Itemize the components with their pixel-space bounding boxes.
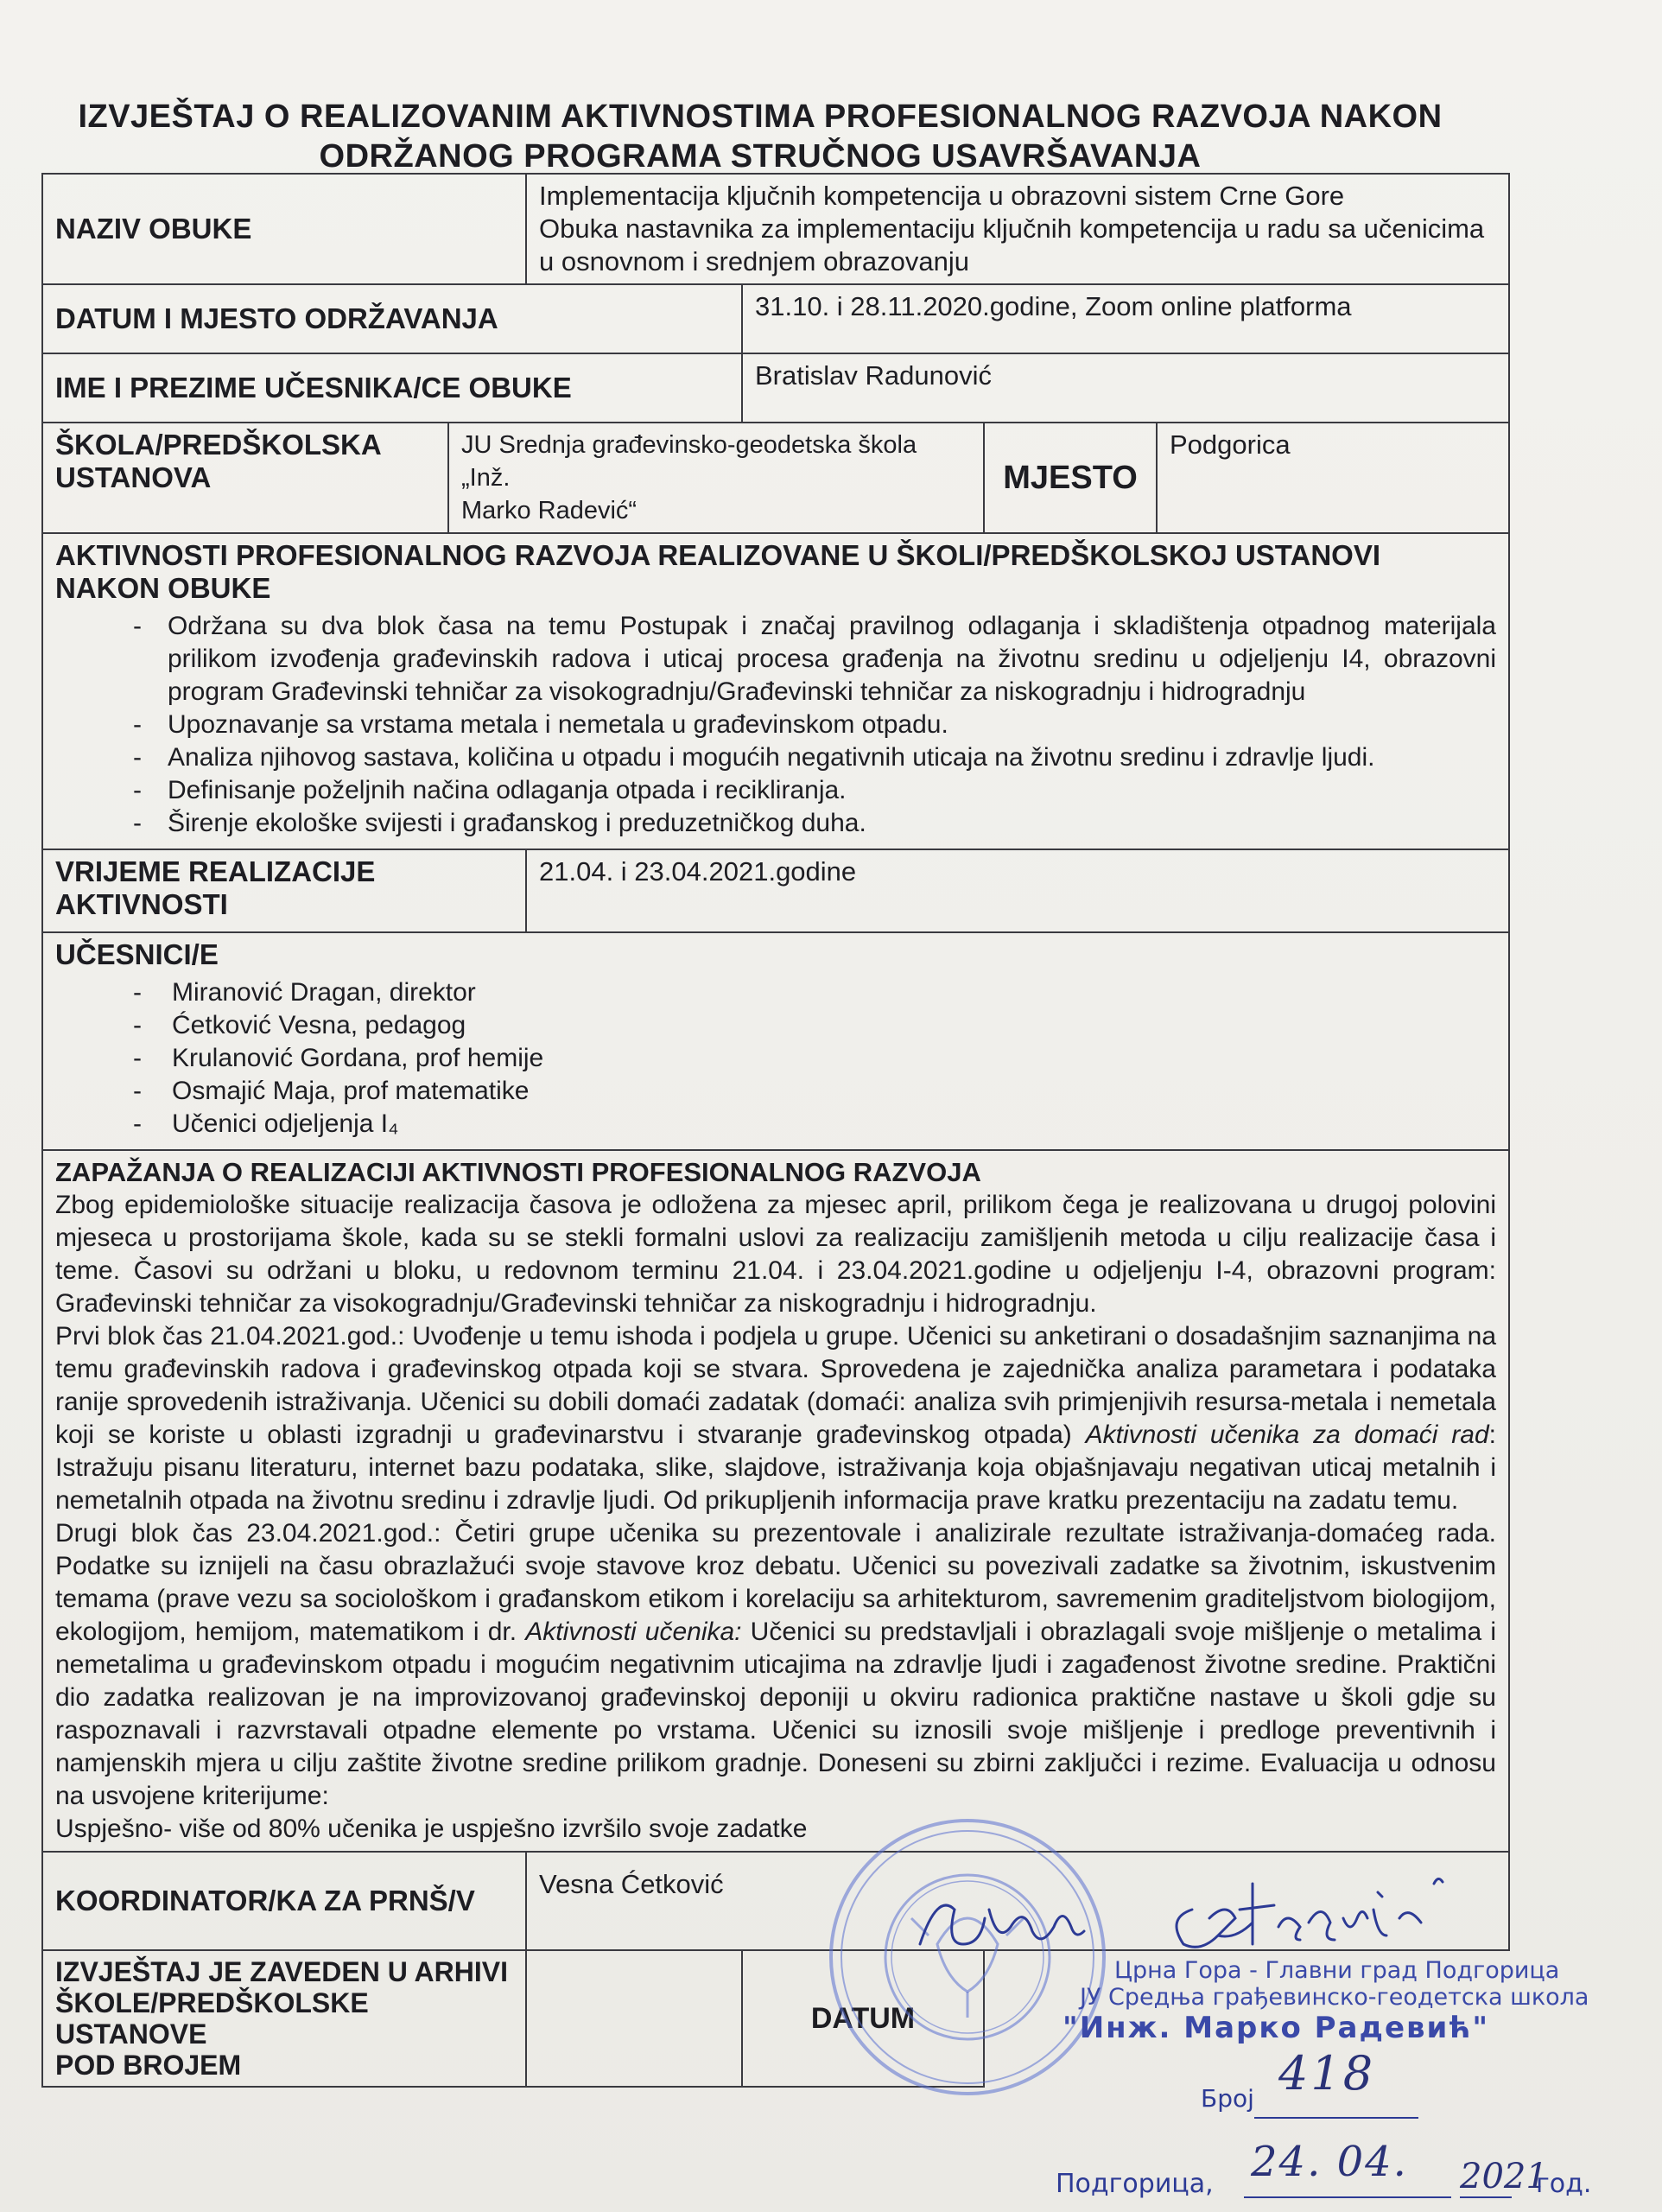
stamp-line-2: ЈУ Средња грађевинско-геодетска школа	[1080, 1984, 1589, 2011]
row-training	[42, 174, 1509, 284]
archive-date-label: DATUM	[742, 1950, 984, 2087]
number-value: 418	[1278, 2046, 1376, 2101]
school-stamp-text	[1054, 1957, 1607, 2045]
document-title	[60, 97, 1460, 176]
year-underline	[1460, 2196, 1512, 2198]
list-item: - Krulanović Gordana, prof hemije	[55, 1042, 1496, 1075]
training-label: NAZIV OBUKE	[42, 174, 526, 284]
participants-cell	[42, 932, 1509, 1150]
coordinator-value: Vesna Ćetković	[526, 1852, 1509, 1950]
school-value: JU Srednja građevinsko-geodetska škola „Inž. Marko Radević“	[448, 423, 984, 533]
archive-number-value	[526, 1950, 742, 2087]
row-participants	[42, 932, 1509, 1150]
list-item: - Upoznavanje sa vrstama metala i nemetala u građevinskom otpadu.	[55, 709, 1496, 741]
participants-list	[55, 976, 1496, 1141]
list-item: - Definisanje poželjnih načina odlaganja otpada i recikliranja.	[55, 774, 1496, 807]
participants-heading: UČESNICI/E	[55, 938, 219, 970]
place-label: MJESTO	[984, 423, 1157, 533]
signature-initials-icon	[903, 1875, 1119, 1970]
list-item: - Ćetković Vesna, pedagog	[55, 1009, 1496, 1042]
activities-cell	[42, 533, 1509, 849]
list-item: - Analiza njihovog sastava, količina u otpadu i mogućih negativnih uticaja na životnu sredinu i zdravlje ljudi.	[55, 741, 1496, 774]
list-item: - Širenje ekološke svijesti i građanskog i preduzetničkog duha.	[55, 807, 1496, 840]
observations-paragraph-4: Uspješno- više od 80% učenika je uspješno izvršilo svoje zadatke	[55, 1815, 808, 1843]
row-activities	[42, 533, 1509, 849]
list-item: - Osmajić Maja, prof matematike	[55, 1075, 1496, 1108]
row-date-place	[42, 284, 1509, 353]
date-place-value: 31.10. i 28.11.2020.godine, Zoom online platforma	[742, 284, 1509, 353]
year-suffix: год.	[1536, 2169, 1592, 2199]
stamp-line-1: Црна Гора - Главни град Подгорица	[1114, 1957, 1560, 1984]
participant-label: IME I PREZIME UČESNIKA/CE OBUKE	[42, 353, 742, 423]
place-value: Podgorica	[1157, 423, 1509, 533]
report-form	[41, 173, 1510, 2088]
list-item: - Održana su dva blok časa na temu Postupak i značaj pravilnog odlaganja i skladištenja otpadnog materijala prilikom izvođenja građevinskih radova i uticaj procesa građenja na životnu sredinu u odjeljenju I4, obrazovni program Građevinski tehničar za visokogradnju/Građevinski tehničar za niskogradnju i hidrogradnju	[55, 610, 1496, 709]
stamp-year-value: 2021	[1460, 2157, 1548, 2196]
title-line-1: IZVJEŠTAJ O REALIZOVANIM AKTIVNOSTIMA PROFESIONALNOG RAZVOJA NAKON	[78, 99, 1443, 135]
date-underline	[1244, 2196, 1451, 2198]
row-realization-time	[42, 849, 1509, 932]
row-participant	[42, 353, 1509, 423]
date-place-label: DATUM I MJESTO ODRŽAVANJA	[42, 284, 742, 353]
coordinator-label: KOORDINATOR/KA ZA PRNŠ/V	[42, 1852, 526, 1950]
observations-paragraph-3: Drugi blok čas 23.04.2021.god.: Četiri grupe učenika su prezentovale i analizirale rezultate istraživanja-domaćeg rada. Podatke su iznijeli na času obrazlažući svoje stavove kroz debatu. Učenici su povezivali zadatke sa životnim, iskustvenim temama (prave vezu sa sociološkom i građanskom etikom i korelaciju sa arhitekturom, savremenim graditeljstvom biologijom, ekologijom, hemijom, matematikom i dr. Aktivnosti učenika: Učenici su predstavljali i obrazlagali svoje mišljenje o metalima i nemetalima u građevinskom otpadu i mogućim negativnim uticajima na zdravlje ljudi i zagađenost životne sredine. Praktični dio zadatka realizovan je na improvizovanoj građevinskoj deponiji u okviru radionica praktične nastave u školi gdje su raspoznavali i razvrstavali otpadne elemente po vrstama. Učenici su iznosili svoje mišljenje i predloge preventivnih i namjenskih mjera u cilju zaštite životne sredine prilikom gradnje. Doneseni su zbirni zaključci i rezime. Evaluacija u odnosu na usvojene kriterijume:	[55, 1519, 1496, 1810]
list-item: - Miranović Dragan, direktor	[55, 976, 1496, 1009]
observations-heading: ZAPAŽANJA O REALIZACIJI AKTIVNOSTI PROFESIONALNOG RAZVOJA	[55, 1157, 981, 1187]
participant-value: Bratislav Radunović	[742, 353, 1509, 423]
realization-value: 21.04. i 23.04.2021.godine	[526, 849, 1509, 932]
activities-heading: AKTIVNOSTI PROFESIONALNOG RAZVOJA REALIZOVANE U ŠKOLI/PREDŠKOLSKOJ USTANOVI NAKON OBUKE	[55, 539, 1381, 604]
stamp-line-3: "Инж. Марко Радевић"	[1063, 2011, 1490, 2045]
row-school	[42, 423, 1509, 533]
stamp-date-value: 24. 04.	[1251, 2138, 1408, 2186]
list-item: - Učenici odjeljenja I₄	[55, 1108, 1496, 1141]
number-underline	[1254, 2117, 1418, 2119]
activities-list	[55, 610, 1496, 840]
training-value: Implementacija ključnih kompetencija u obrazovni sistem Crne Gore Obuka nastavnika za implementaciju ključnih kompetencija u radu sa učenicima u osnovnom i srednjem obrazovanju	[526, 174, 1509, 284]
number-label: Број	[1201, 2084, 1254, 2113]
title-line-2: ODRŽANOG PROGRAMA STRUČNOG USAVRŠAVANJA	[319, 138, 1202, 175]
observations-paragraph-2: Prvi blok čas 21.04.2021.god.: Uvođenje u temu ishoda i podjela u grupe. Učenici su anketirani o dosadašnjim saznanjima na temu građevinskih radova i građevinskog otpada koji se stvara. Sprovedena je zajednička analiza parametara i podataka ranije sprovedenih istraživanja. Učenici su dobili domaći zadatak (domaći: analiza svih primjenjivih resursa-metala i nemetala koji se koriste u oblasti izgradnji u građevinarstvu i stvaranje građevinskog otpada) Aktivnosti učenika za domaći rad: Istražuju pisanu literaturu, internet bazu podataka, slike, slajdove, istraživanja koja objašnjavaju negativan uticaj metalnih i nemetalnih otpada na životnu sredinu i zdravlje ljudi. Od prikupljenih informacija prave kratku prezentaciju na zadatu temu.	[55, 1322, 1497, 1515]
observations-cell	[42, 1150, 1509, 1852]
handwritten-signature-icon	[1158, 1858, 1512, 1953]
row-observations	[42, 1150, 1509, 1852]
school-label: ŠKOLA/PREDŠKOLSKA USTANOVA	[42, 423, 448, 533]
archive-label: IZVJEŠTAJ JE ZAVEDEN U ARHIVI ŠKOLE/PREDŠKOLSKE USTANOVE POD BROJEM	[42, 1950, 526, 2087]
city-label: Подгорица,	[1056, 2169, 1214, 2199]
observations-paragraph-1: Zbog epidemiološke situacije realizacija časova je odložena za mjesec april, prilikom čega je realizovana u drugoj polovini mjeseca u prostorijama škole, kada su se stekli formalni uslovi za realizaciju zamišljenih metoda u cilju realizacije časa i teme. Časovi su održani u bloku, u redovnom terminu 21.04. i 23.04.2021.godine u odjeljenju I-4, obrazovni program: Građevinski tehničar za visokogradnju/Građevinski tehničar za niskogradnju i hidrogradnju.	[55, 1191, 1496, 1318]
realization-label: VRIJEME REALIZACIJE AKTIVNOSTI	[42, 849, 526, 932]
